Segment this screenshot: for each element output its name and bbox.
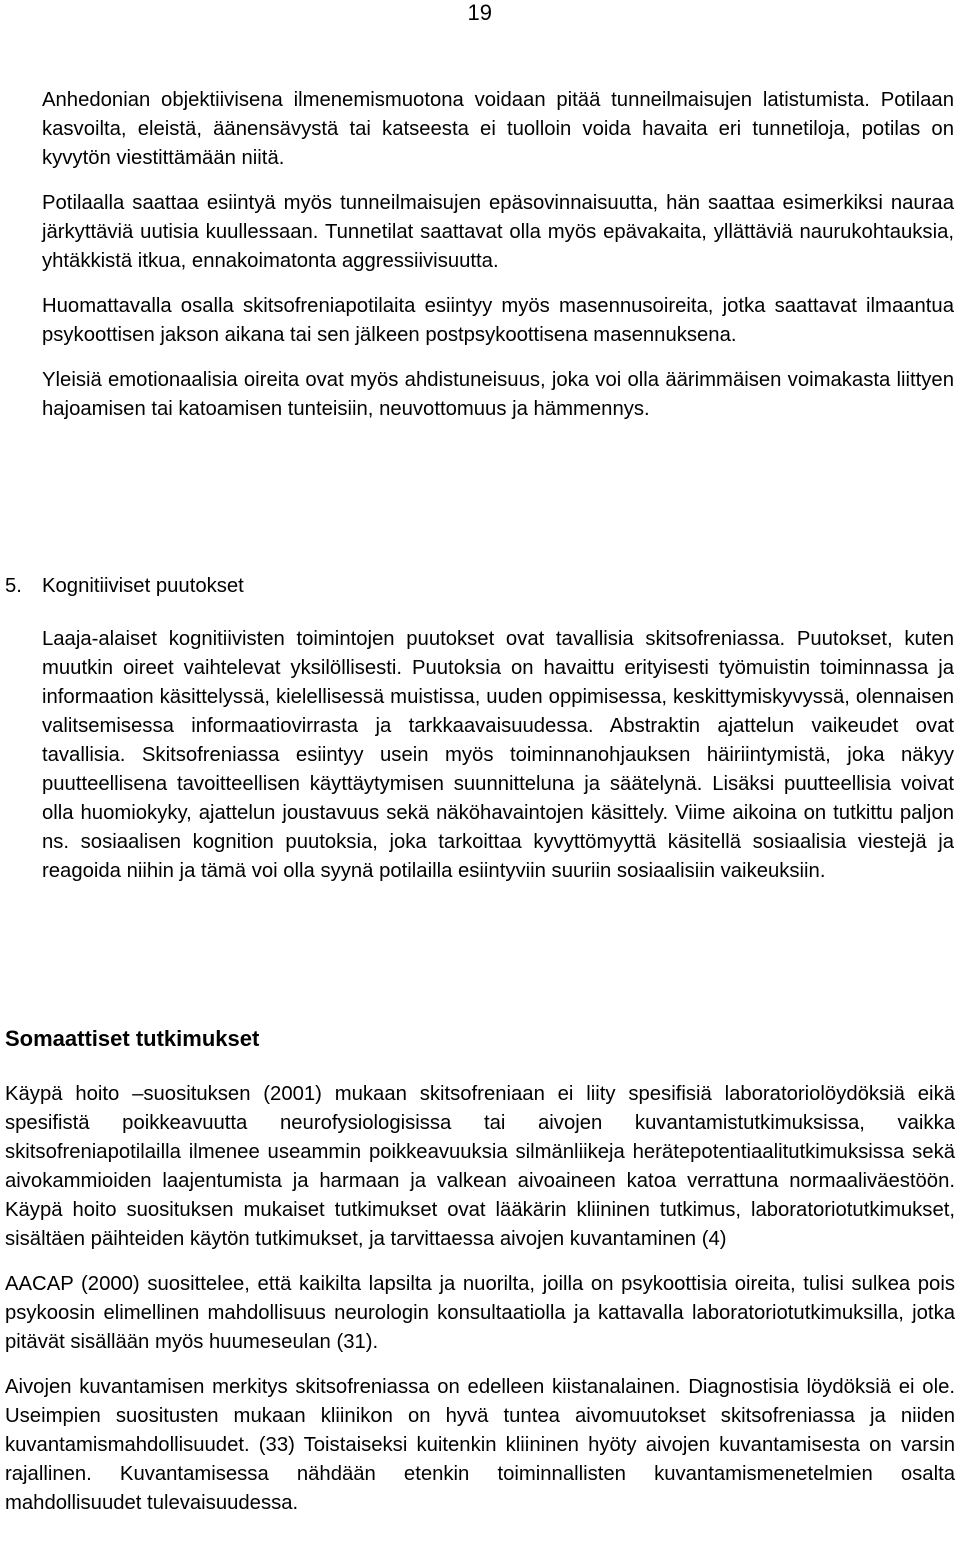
paragraph-imaging: Aivojen kuvantamisen merkitys skitsofreniassa on edelleen kiistanalainen. Diagnostisia löydöksiä ei ole. Useimpien suositusten mukaan kliinikon on hyvä tuntea aivomuutokset skitsofreniassa ja niiden kuvantamismahdollisuudet. (33) Toistaiseksi kuitenkin kliininen hyöty aivojen kuvantamisesta on varsin rajallinen. Kuvantamisessa nähdään etenkin toiminnallisten kuvantamismenetelmien osalta mahdollisuudet tulevaisuudessa. <box>5 1376 955 1514</box>
section-title: Kognitiiviset puutokset <box>42 575 244 597</box>
paragraph-emotional-symptoms: Yleisiä emotionaalisia oireita ovat myös ahdistuneisuus, joka voi olla äärimmäisen voimakasta liittyen hajoamisen tai katoamisen tunteisiin, neuvottomuus ja hämmennys. <box>42 369 954 420</box>
page-number: 19 <box>467 0 492 25</box>
section-number: 5. <box>5 575 22 597</box>
paragraph-anhedonia: Anhedonian objektiivisena ilmenemismuotona voidaan pitää tunneilmaisujen latistumista. Potilaan kasvoilta, eleistä, äänensävystä tai katseesta ei tuolloin voida havaita eri tunnetiloja, potilas on kyvytön viestittämään niitä. <box>42 89 954 169</box>
paragraph-aacap: AACAP (2000) suosittelee, että kaikilta lapsilta ja nuorilta, joilla on psykoottisia oireita, tulisi sulkea pois psykoosin elimellinen mahdollisuus neurologin konsultaatiolla ja kattavalla laboratoriotutkimuksilla, jotka pitävät sisällään myös huumeseulan (31). <box>5 1273 955 1353</box>
somatic-paragraphs <box>5 1080 955 1534</box>
section5-body: Laaja-alaiset kognitiivisten toimintojen puutokset ovat tavallisia skitsofreniassa. Puutokset, kuten muutkin oireet vaihtelevat yksilöllisesti. Puutoksia on havaittu erityisesti työmuistin toiminnassa ja informaation käsittelyssä, kielellisessä muistissa, uuden oppimisessa, keskittymiskyvyssä, olennaisen valitsemisessa informaatiovirrasta ja tarkkaavaisuudessa. Abstraktin ajattelun vaikeudet ovat tavallisia. Skitsofreniassa esiintyy usein myös toiminnanohjauksen häiriintymistä, joka näkyy puutteellisena tavoitteellisen käyttäytymisen suunnitteluna ja säätelynä. Lisäksi puutteellisia voivat olla huomiokyky, ajattelun joustavuus sekä näköhavaintojen käsittely. Viime aikoina on tutkittu paljon ns. sosiaalisen kognition puutoksia, joka tarkoittaa kyvyttömyyttä käsitellä sosiaalisia viestejä ja reagoida niihin ja tämä voi olla syynä potilailla esiintyviin suuriin sosiaalisiin vaikeuksiin. <box>42 628 954 882</box>
somatic-heading: Somaattiset tutkimukset <box>5 1026 260 1051</box>
paragraph-kaypa-hoito: Käypä hoito –suosituksen (2001) mukaan skitsofreniaan ei liity spesifisiä laboratoriolöydöksiä eikä spesifistä poikkeavuutta neurofysiologisissa tai aivojen kuvantamistutkimuksissa, vaikka skitsofreniapotilailla ilmenee useammin poikkeavuuksia silmänliikeja herätepotentiaalitutkimuksissa sekä aivokammioiden laajentumista ja harmaan ja valkean aivoaineen katoa verrattuna normaaliväestöön. Käypä hoito suosituksen mukaiset tutkimukset ovat lääkärin kliininen tutkimus, laboratoriotutkimukset, sisältäen päihteiden käytön tutkimukset, ja tarvittaessa aivojen kuvantaminen (4) <box>5 1083 955 1250</box>
top-paragraphs <box>42 86 954 440</box>
paragraph-depression: Huomattavalla osalla skitsofreniapotilaita esiintyy myös masennusoireita, jotka saattavat ilmaantua psykoottisen jakson aikana tai sen jälkeen postpsykoottisena masennuksena. <box>42 295 954 346</box>
paragraph-inappropriate-affect: Potilaalla saattaa esiintyä myös tunneilmaisujen epäsovinnaisuutta, hän saattaa esimerkiksi nauraa järkyttäviä uutisia kuullessaan. Tunnetilat saattavat olla myös epävakaita, yllättäviä naurukohtauksia, yhtäkkistä itkua, ennakoimatonta aggressiivisuutta. <box>42 192 954 272</box>
section5-body-container <box>42 625 954 902</box>
